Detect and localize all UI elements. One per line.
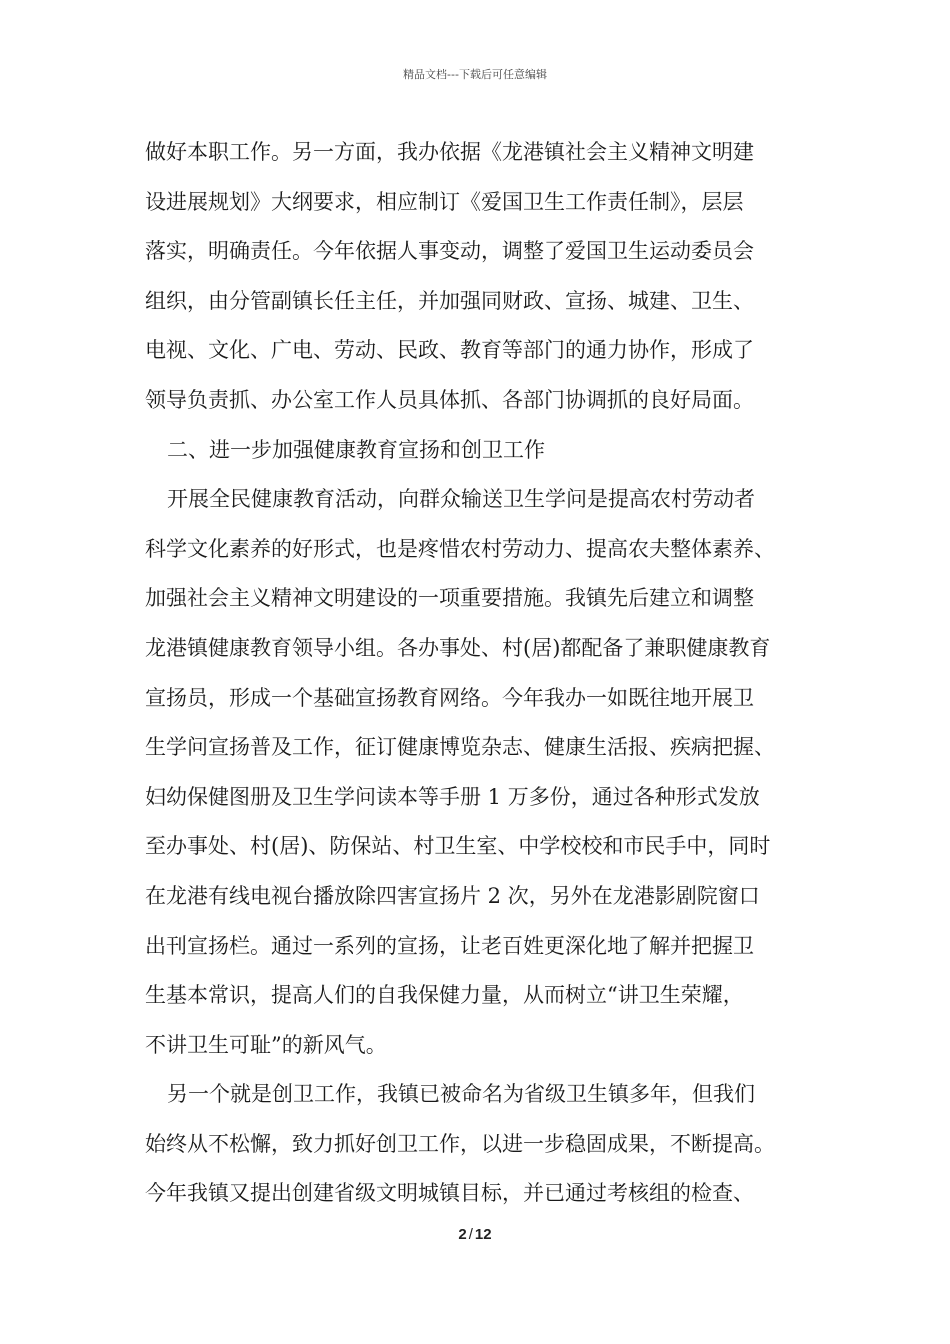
text-line: 生学问宣扬普及工作，征订健康博览杂志、健康生活报、疾病把握、 xyxy=(145,735,775,760)
text-line: 在龙港有线电视台播放除四害宣扬片 2 次，另外在龙港影剧院窗口 xyxy=(145,883,760,908)
page-total: 12 xyxy=(474,1226,492,1243)
text-line: 生基本常识，提高人们的自我保健力量，从而树立“讲卫生荣耀， xyxy=(145,983,744,1008)
page-separator: / xyxy=(468,1226,473,1243)
text-line: 至办事处、村(居)、防保站、村卫生室、中学校校和市民手中，同时 xyxy=(145,834,771,859)
text-line: 加强社会主义精神文明建设的一项重要措施。我镇先后建立和调整 xyxy=(145,586,754,611)
text-line: 宣扬员，形成一个基础宣扬教育网络。今年我办一如既往地开展卫 xyxy=(145,685,754,710)
page-header: 精品文档---下载后可任意编辑 xyxy=(403,68,547,81)
text-line: 不讲卫生可耻”的新风气。 xyxy=(145,1032,387,1057)
text-line: 落实，明确责任。今年依据人事变动，调整了爱国卫生运动委员会 xyxy=(145,239,754,264)
page-current: 2 xyxy=(458,1226,467,1243)
text-line: 领导负责抓、办公室工作人员具体抓、各部门协调抓的良好局面。 xyxy=(145,387,754,412)
text-line: 出刊宣扬栏。通过一系列的宣扬，让老百姓更深化地了解并把握卫 xyxy=(145,933,754,958)
text-line: 龙港镇健康教育领导小组。各办事处、村(居)都配备了兼职健康教育 xyxy=(145,635,771,660)
section-heading: 二、进一步加强健康教育宣扬和创卫工作 xyxy=(167,437,545,462)
text-line: 电视、文化、广电、劳动、民政、教育等部门的通力协作，形成了 xyxy=(145,338,754,363)
text-line: 科学文化素养的好形式，也是疼惜农村劳动力、提高农夫整体素养、 xyxy=(145,536,775,561)
text-line: 今年我镇又提出创建省级文明城镇目标，并已通过考核组的检查、 xyxy=(145,1181,754,1206)
text-line: 组织，由分管副镇长任主任，并加强同财政、宣扬、城建、卫生、 xyxy=(145,288,754,313)
text-line: 始终从不松懈，致力抓好创卫工作，以进一步稳固成果，不断提高。 xyxy=(145,1131,775,1156)
text-line: 设进展规划》大纲要求，相应制订《爱国卫生工作责任制》，层层 xyxy=(145,189,744,214)
document-body xyxy=(145,128,817,1219)
text-line: 妇幼保健图册及卫生学问读本等手册 1 万多份，通过各种形式发放 xyxy=(145,784,760,809)
page-number xyxy=(0,1226,950,1243)
text-line: 做好本职工作。另一方面，我办依据《龙港镇社会主义精神文明建 xyxy=(145,140,754,164)
text-line: 另一个就是创卫工作，我镇已被命名为省级卫生镇多年，但我们 xyxy=(167,1082,755,1107)
text-line: 开展全民健康教育活动，向群众输送卫生学问是提高农村劳动者 xyxy=(167,487,755,512)
